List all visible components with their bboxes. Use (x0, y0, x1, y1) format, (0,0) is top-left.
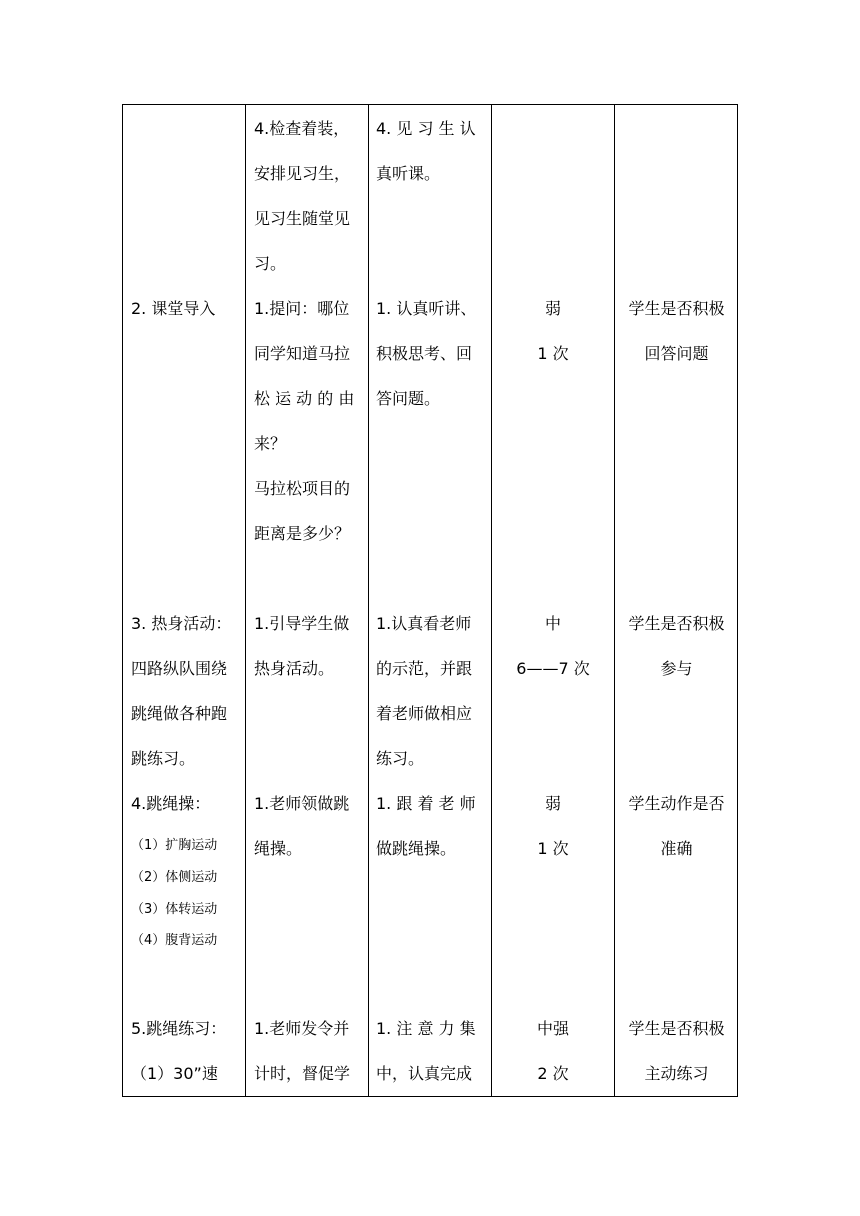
row4-col3-line: 1. 注 意 力 集 (376, 1019, 476, 1038)
row2-col2-line: 1.引导学生做 (254, 614, 350, 633)
row3-exercise-item: （2）体侧运动 (131, 870, 218, 885)
row4-assessment-line: 主动练习 (644, 1064, 709, 1083)
row3-col3-line: 做跳绳操。 (376, 839, 457, 858)
row3-assessment-line: 准确 (660, 839, 693, 858)
row4-assessment-line: 学生是否积极 (628, 1019, 725, 1038)
row1-intensity: 弱 (544, 299, 561, 318)
row3-col1-line: 4.跳绳操： (131, 794, 211, 813)
row3-exercise-item: （1）扩胸运动 (131, 838, 218, 853)
row1-col2-line: 来？ (254, 434, 287, 453)
row3-intensity: 弱 (544, 794, 561, 813)
row2-col2-line: 热身活动。 (254, 659, 335, 678)
row1-assessment-line: 学生是否积极 (628, 299, 725, 318)
row0-col3-line: 真听课。 (376, 164, 441, 183)
row2-assessment-line: 参与 (660, 659, 693, 678)
row0-col3-line: 4. 见 习 生 认 (376, 119, 476, 138)
row1-count: 1 次 (537, 344, 569, 363)
column-divider (245, 104, 246, 1097)
row4-col1-line: （1）30”速 (131, 1064, 218, 1083)
row2-col3-line: 1.认真看老师 (376, 614, 472, 633)
row2-col3-line: 练习。 (376, 749, 425, 768)
row2-col1-line: 四路纵队围绕 (131, 659, 228, 678)
row2-col1-line: 跳练习。 (131, 749, 196, 768)
column-divider (614, 104, 615, 1097)
row4-count: 2 次 (537, 1064, 569, 1083)
row4-col1-line: 5.跳绳练习： (131, 1019, 227, 1038)
row1-col2-line: 马拉松项目的 (254, 479, 351, 498)
row1-col3-line: 答问题。 (376, 389, 441, 408)
row1-col3-line: 1. 认真听讲、 (376, 299, 477, 318)
row4-intensity: 中强 (536, 1019, 569, 1038)
row2-col3-line: 的示范，并跟 (376, 659, 473, 678)
row4-col3-line: 中，认真完成 (376, 1064, 473, 1083)
row1-assessment-line: 回答问题 (644, 344, 709, 363)
column-divider (491, 104, 492, 1097)
row2-assessment-line: 学生是否积极 (628, 614, 725, 633)
row1-col2-line: 距离是多少？ (254, 524, 351, 543)
row1-col1-line: 2. 课堂导入 (131, 299, 216, 318)
row3-col2-line: 绳操。 (254, 839, 303, 858)
column-divider (368, 104, 369, 1097)
row1-col2-line: 1.提问：哪位 (254, 299, 350, 318)
row0-col2-line: 4.检查着装， (254, 119, 350, 138)
row0-col2-line: 见习生随堂见 (254, 209, 351, 228)
row1-col2-line: 同学知道马拉 (254, 344, 351, 363)
row3-count: 1 次 (537, 839, 569, 858)
row4-col2-line: 1.老师发令并 (254, 1019, 350, 1038)
row3-col2-line: 1.老师领做跳 (254, 794, 350, 813)
row0-col2-line: 习。 (254, 254, 287, 273)
row2-col1-line: 3. 热身活动： (131, 614, 232, 633)
row0-col2-line: 安排见习生， (254, 164, 351, 183)
row4-col2-line: 计时，督促学 (254, 1064, 351, 1083)
row3-exercise-item: （4）腹背运动 (131, 933, 218, 948)
row2-col1-line: 跳绳做各种跑 (131, 704, 228, 723)
row1-col3-line: 积极思考、回 (376, 344, 473, 363)
row3-assessment-line: 学生动作是否 (628, 794, 725, 813)
row3-col3-line: 1. 跟 着 老 师 (376, 794, 476, 813)
row2-count: 6——7 次 (516, 659, 590, 678)
row2-col3-line: 着老师做相应 (376, 704, 473, 723)
row1-col2-line: 松 运 动 的 由 (254, 389, 355, 408)
row2-intensity: 中 (544, 614, 561, 633)
row3-exercise-item: （3）体转运动 (131, 902, 218, 917)
